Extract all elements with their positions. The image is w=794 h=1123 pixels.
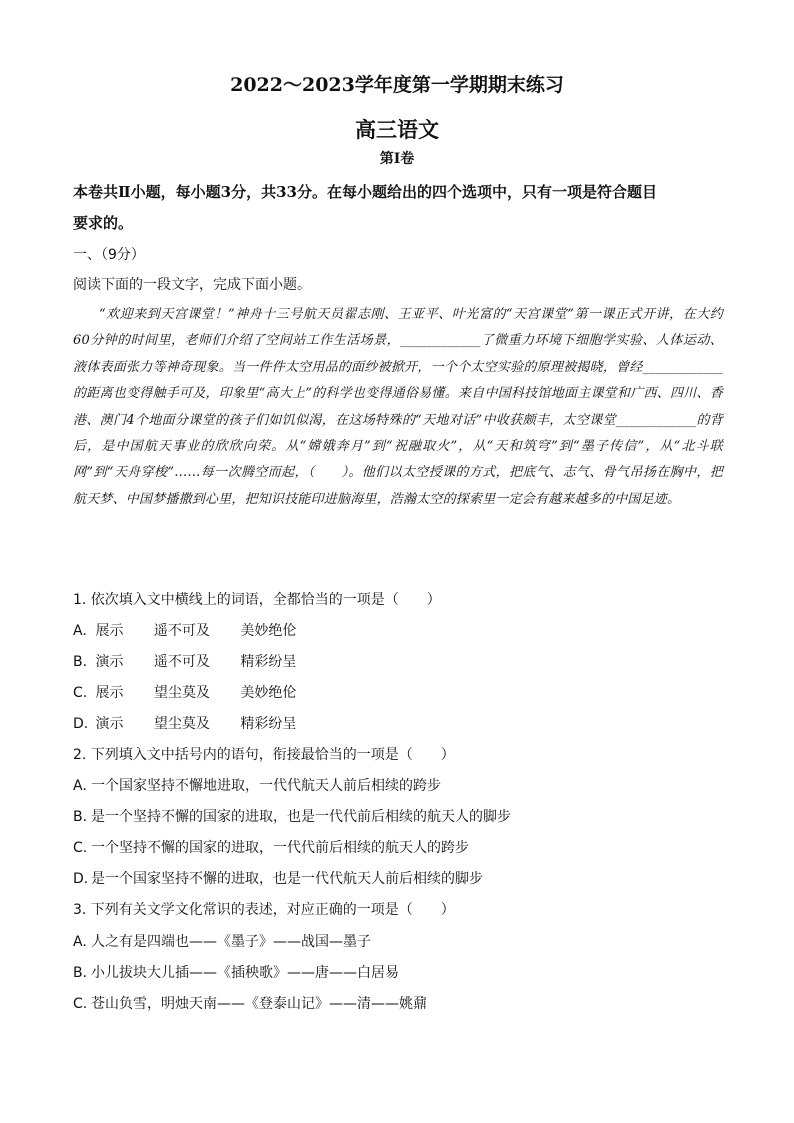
option-text: 一个国家坚持不懈地进取，一代代航天人前后相续的跨步 [91, 778, 441, 794]
question-1-stem: 1. 依次填入文中横线上的词语，全都恰当的一项是（ ） [73, 592, 441, 608]
option-word: 遥不可及 [153, 623, 210, 639]
question-2-stem: 2. 下列填入文中括号内的语句，衔接最恰当的一项是（ ） [73, 747, 455, 763]
reading-prompt: 阅读下面的一段文字，完成下面小题。 [73, 277, 311, 293]
section-heading: 一、（9分） [73, 247, 145, 263]
option-letter: C. [73, 840, 88, 856]
option-word: 精彩纷呈 [240, 654, 297, 670]
exam-title: 2022～2023学年度第一学期期末练习 [230, 74, 564, 96]
option-letter: B. [73, 809, 88, 825]
option-word: 望尘莫及 [153, 685, 210, 701]
option-word: 望尘莫及 [153, 716, 210, 732]
question-2-option-b[interactable] [73, 806, 723, 826]
option-word: 展示 [95, 685, 124, 701]
question-2-option-d[interactable] [73, 868, 723, 888]
option-word: 演示 [95, 716, 124, 732]
option-letter: C. [73, 996, 88, 1012]
option-text: 是一个国家坚持不懈的进取，也是一代代航天人前后相续的脚步 [91, 871, 483, 887]
instructions-line-2: 要求的。 [73, 214, 134, 232]
option-letter: B. [73, 654, 88, 670]
option-word: 演示 [95, 654, 124, 670]
option-letter: D. [73, 871, 89, 887]
question-2-option-c[interactable] [73, 837, 723, 857]
question-2-option-a[interactable] [73, 775, 723, 795]
option-word: 展示 [95, 623, 124, 639]
question-1-option-b[interactable] [73, 651, 723, 671]
question-3-option-b[interactable] [73, 962, 723, 982]
question-3-stem: 3. 下列有关文学文化常识的表述，对应正确的一项是（ ） [73, 902, 455, 918]
question-3-option-a[interactable] [73, 931, 723, 951]
option-letter: A. [73, 934, 87, 950]
option-letter: D. [73, 716, 89, 732]
reading-passage: “欢迎来到天宫课堂！”神舟十三号航天员翟志刚、王亚平、叶光富的“天宫课堂”第一课正式开讲，在大约60分钟的时间里，老师们介绍了空间站工作生活场景，____________了微重力环境下细胞学实验、人体运动、液体表面张力等神奇现象。当一件件太空用品的面纱被掀开，一个个太空实验的原理被揭晓，曾经____________的距离也变得触手可及，印象里“高大上”的科学也变得通俗易懂。来自中国科技馆地面主课堂和广西、四川、香港、澳门4个地面分课堂的孩子们如饥似渴，在这场特殊的“天地对话”中收获颇丰，太空课堂____________的背后，是中国航天事业的欣欣向荣。从“嫦娥奔月”到“祝融取火”，从“天和筑穹”到“墨子传信”，从“北斗联网”到“天舟穿梭”……每一次腾空而起，（ ）。他们以太空授课的方式，把底气、志气、骨气吊扬在胸中，把航天梦、中国梦播撒到心里，把知识技能印进脑海里，浩瀚太空的探索里一定会有越来越多的中国足迹。 [73, 307, 723, 507]
question-1-option-a[interactable] [73, 620, 723, 640]
question-3-option-c[interactable] [73, 993, 723, 1013]
option-word: 精彩纷呈 [240, 716, 297, 732]
option-text: 一个坚持不懈的国家的进取，一代代前后相续的航天人的跨步 [91, 840, 469, 856]
volume-label: 第Ⅰ卷 [379, 151, 415, 167]
option-text: 苍山负雪，明烛天南——《登泰山记》——清——姚鼐 [91, 996, 427, 1012]
option-letter: C. [73, 685, 88, 701]
option-text: 人之有是四端也——《墨子》——战国—墨子 [91, 934, 371, 950]
question-1-option-d[interactable] [73, 713, 723, 733]
option-text: 小儿拔块大儿插——《插秧歌》——唐——白居易 [91, 965, 399, 981]
option-word: 遥不可及 [153, 654, 210, 670]
option-text: 是一个坚持不懈的国家的进取，也是一代代前后相续的航天人的脚步 [91, 809, 511, 825]
subject-title: 高三语文 [355, 117, 439, 142]
instructions-line-1: 本卷共Ⅱ小题，每小题3分，共33分。在每小题给出的四个选项中，只有一项是符合题目 [73, 183, 657, 201]
option-word: 美妙绝伦 [240, 685, 297, 701]
option-letter: B. [73, 965, 88, 981]
option-letter: A. [73, 778, 87, 794]
option-letter: A. [73, 623, 87, 639]
question-1-option-c[interactable] [73, 682, 723, 702]
option-word: 美妙绝伦 [240, 623, 297, 639]
